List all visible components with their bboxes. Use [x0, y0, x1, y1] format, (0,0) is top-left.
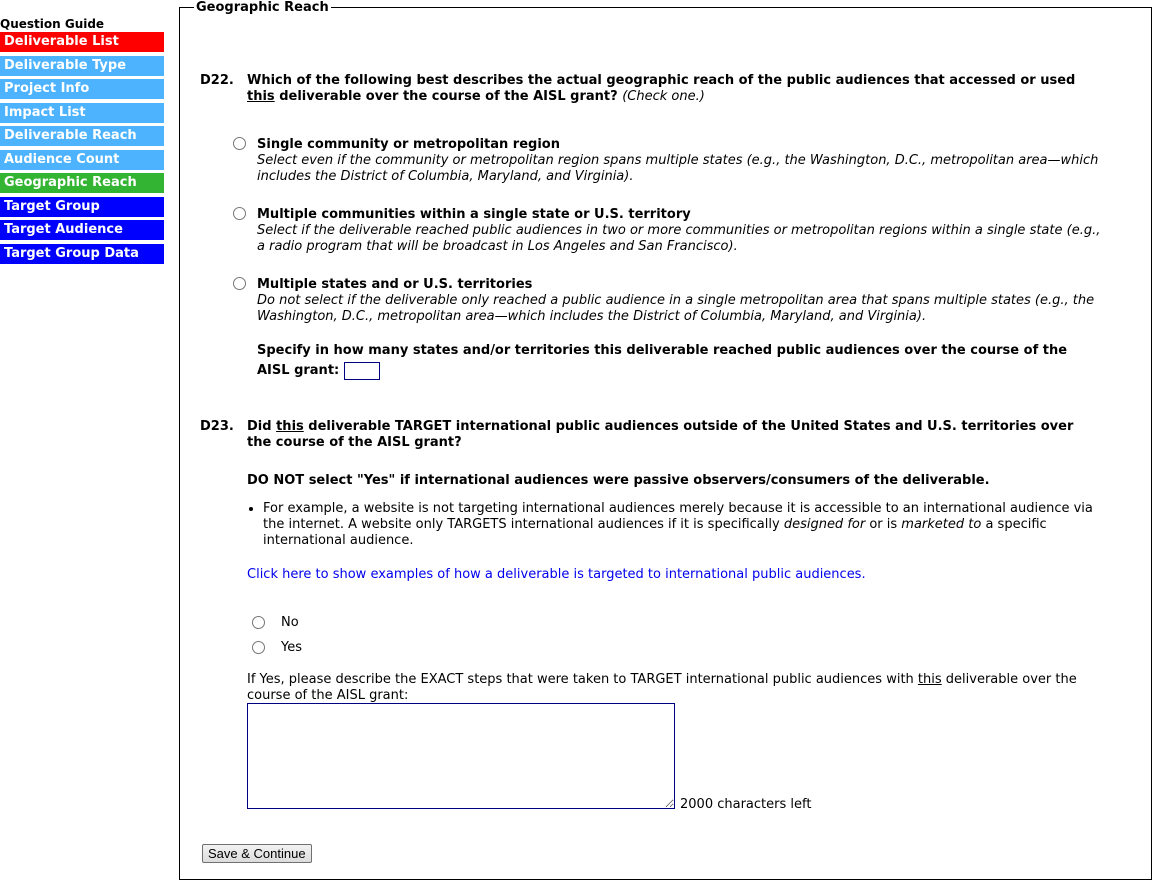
sidebar-item-impact-list[interactable]: Impact List	[0, 103, 164, 123]
bullet-example: • For example, a website is not targeting international audiences merely because it is accessible to an international audience via the internet. A website only TARGETS international audiences if it is specifically designed for or is marketed to a specific international audience.	[263, 501, 1095, 549]
sidebar-item-target-group[interactable]: Target Group	[0, 197, 164, 217]
sidebar-item-target-group-data[interactable]: Target Group Data	[0, 244, 164, 264]
question-guide-sidebar	[0, 16, 164, 267]
single-community-radio[interactable]	[233, 137, 246, 150]
question-text: Which of the following best describes the actual geographic reach of the public audiences that accessed or used this deliverable over the course of the AISL grant? (Check one.)	[247, 73, 1076, 104]
characters-left: 2000 characters left	[680, 797, 812, 812]
describe-steps-textarea[interactable]	[247, 703, 675, 809]
sidebar-item-geographic-reach[interactable]: Geographic Reach	[0, 173, 164, 193]
yes-radio[interactable]	[252, 641, 265, 654]
bullet-list	[247, 501, 1095, 549]
question-number: D23.	[200, 419, 234, 434]
describe-label: If Yes, please describe the EXACT steps that were taken to TARGET international public audiences with this deliverable over the course of the AISL grant:	[247, 672, 1077, 703]
states-count-input[interactable]	[344, 362, 380, 380]
question-text: Did this deliverable TARGET international public audiences outside of the United States and U.S. territories over the course of the AISL grant?	[247, 419, 1074, 450]
specify-states-label: Specify in how many states and/or territories this deliverable reached public audiences over the course of the AISL grant:	[257, 343, 1068, 378]
save-continue-button[interactable]: Save & Continue	[202, 844, 312, 863]
option-single-community: Single community or metropolitan region Select even if the community or metropolitan region spans multiple states (e.g., the Washington, D.C., metropolitan area—which includes the District of Columbia, Maryland, and Virginia).	[257, 137, 1102, 185]
section-legend: Geographic Reach	[196, 0, 329, 15]
no-option[interactable]: No	[252, 615, 299, 630]
question-d23	[200, 419, 1095, 582]
sidebar-item-deliverable-list[interactable]: Deliverable List	[0, 32, 164, 52]
warning-text: DO NOT select "Yes" if international audiences were passive observers/consumers of the deliverable.	[247, 473, 990, 488]
question-number: D22.	[200, 73, 234, 88]
multiple-states-radio[interactable]	[233, 277, 246, 290]
show-examples-link[interactable]: Click here to show examples of how a deliverable is targeted to international public audiences.	[247, 567, 866, 582]
sidebar-item-deliverable-type[interactable]: Deliverable Type	[0, 56, 164, 76]
sidebar-item-deliverable-reach[interactable]: Deliverable Reach	[0, 126, 164, 146]
multiple-communities-radio[interactable]	[233, 207, 246, 220]
option-multiple-states: Multiple states and or U.S. territories Do not select if the deliverable only reached a public audience in a single metropolitan area that spans multiple states (e.g., the Washington, D.C., metropolitan area—which includes the District of Columbia, Maryland, and Virginia). Specify in how many states and/or territories this deliverable reached public audiences over the course of the AISL grant:	[257, 277, 1102, 381]
sidebar-item-target-audience[interactable]: Target Audience	[0, 220, 164, 240]
geographic-reach-section	[179, 0, 1152, 880]
yes-option[interactable]: Yes	[252, 640, 302, 655]
sidebar-title: Question Guide	[0, 17, 105, 31]
sidebar-item-project-info[interactable]: Project Info	[0, 79, 164, 99]
option-multiple-communities: Multiple communities within a single state or U.S. territory Select if the deliverable reached public audiences in two or more communities or metropolitan regions within a single state (e.g., a radio program that will be broadcast in Los Angeles and San Francisco).	[257, 207, 1102, 255]
no-radio[interactable]	[252, 616, 265, 629]
sidebar-item-audience-count[interactable]: Audience Count	[0, 150, 164, 170]
question-d22	[200, 73, 1095, 105]
